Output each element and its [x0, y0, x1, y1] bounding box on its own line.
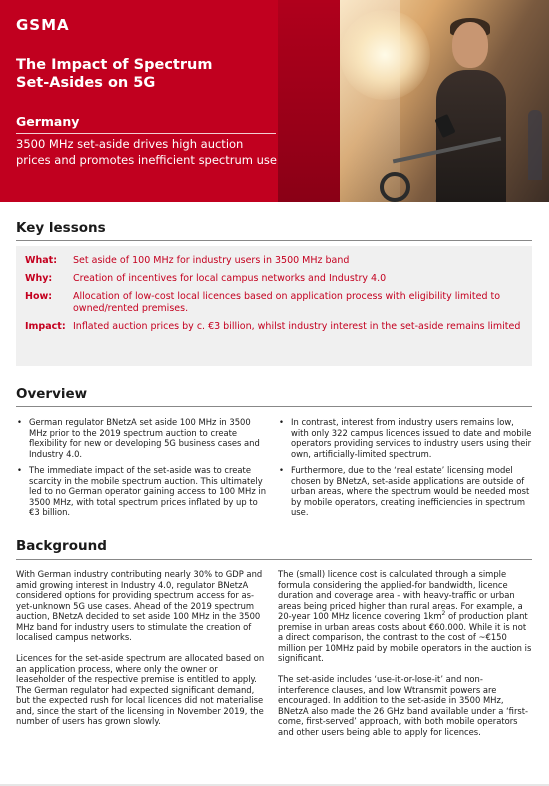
lesson-text: Inflated auction prices by c. €3 billion, whilst industry interest in the set-aside remains limited [73, 321, 521, 332]
background-paragraph: With German industry contributing nearly 30% to GDP and amid growing interest in Industry 4.0, regulator BNetzA considered options for providing spectrum access for as-yet-unknown 5G use cases. Ahead of the 2019 spectrum auction, BNetzA decided to set aside 100 MHz in the 3500 MHz band for industry users to stimulate the creation of localised campus networks. [16, 569, 263, 642]
svg-text:GSMA: GSMA [16, 17, 70, 31]
lesson-text: Creation of incentives for local campus networks and Industry 4.0 [73, 273, 387, 284]
lesson-text: Allocation of low-cost local licences based on application process with eligibility limited to owned/rented premises. [73, 291, 501, 314]
photo-scooter-wheel [380, 172, 410, 202]
lesson-text: Set aside of 100 MHz for industry users in 3500 MHz band [73, 255, 350, 266]
lesson-label: What: [25, 255, 57, 266]
background-paragraph: Licences for the set-aside spectrum are allocated based on an application process, where only the owner or leaseholder of the respective premise is entitled to apply. The German regulator had expected significant demand, but the expected rush for local licences did not materialise and, since the start of the licensing in November 2019, the number of users has grown slowly. [16, 653, 265, 726]
page-title [16, 56, 246, 92]
overview-right-column [278, 417, 532, 524]
overview-bullet: • The immediate impact of the set-aside was to create scarcity in the mobile spectrum auction. This ultimately led to no German operator gaining access to 100 MHz in 3500 MHz, with total spectrum prices inflated by up to €3 billion. [16, 465, 266, 518]
page-title-line-2: Set-Asides on 5G [16, 75, 156, 91]
photo-pedestrian [528, 110, 542, 180]
overview-bullet: • In contrast, interest from industry users remains low, with only 322 campus licences issued to date and mobile operators providing services to industry users using their own, artificially-limited spectrum. [278, 417, 532, 459]
superscript: 2 [441, 610, 446, 617]
lesson-label: Why: [25, 273, 53, 284]
key-lessons-divider [16, 240, 532, 241]
photo-sunlight [340, 10, 430, 100]
gsma-logo-mark [16, 17, 94, 31]
background-paragraph: The set-aside includes ‘use-it-or-lose-it’ and non-interference clauses, and low Wtransmit powers are encouraged. In addition to the set-aside in 3500 MHz, BNetzA also made the 26 GHz band available under a ‘first-come, first-served’ approach, with both mobile operators and other users being able to apply for licences. [278, 674, 529, 737]
paragraph-text: of production plant premise in urban areas costs about €60.000. While it is not a direct comparison, the contrast to the cost of ~€150 million per 10MHz paid by mobile operators in the auction is significant. [278, 611, 532, 663]
lesson-label: How: [25, 291, 53, 302]
background-right-column [278, 569, 532, 748]
background-divider [16, 559, 532, 560]
overview-heading: Overview [16, 386, 88, 402]
photo-person-head [452, 22, 488, 68]
hero-banner [0, 0, 549, 202]
overview-divider [16, 406, 532, 407]
paragraph-text: The (small) licence cost is calculated through a simple formula considering the applied-for bandwidth, licence duration and coverage area - with heavy-traffic or urban areas being priced higher than rural areas. For example, a 20-year 100 MHz licence covering 1km [278, 569, 523, 621]
background-heading: Background [16, 538, 107, 554]
page-title-line-1: The Impact of Spectrum [16, 57, 213, 73]
lesson-label: Impact: [25, 321, 66, 332]
overview-bullet: • Furthermore, due to the ‘real estate’ licensing model chosen by BNetzA, set-aside applications are outside of urban areas, where the spectrum would be needed most by mobile operators, creating inefficiencies in spectrum use. [278, 465, 532, 518]
gsma-logo [16, 15, 94, 33]
key-lessons-heading: Key lessons [16, 220, 106, 236]
hero-accent-band [278, 0, 340, 202]
hero-subtitle: 3500 MHz set-aside drives high auction prices and promotes inefficient spectrum use [16, 137, 277, 167]
overview-bullet: • German regulator BNetzA set aside 100 MHz in 3500 MHz prior to the 2019 spectrum auction to create flexibility for new or developing 5G business cases and Industry 4.0. [16, 417, 266, 459]
country-heading: Germany [16, 114, 80, 129]
person-on-scooter-photo [340, 0, 549, 202]
hero-divider [16, 133, 276, 134]
key-lessons-box [16, 246, 532, 366]
overview-left-column [16, 417, 266, 524]
background-left-column [16, 569, 266, 737]
background-paragraph [278, 569, 532, 664]
